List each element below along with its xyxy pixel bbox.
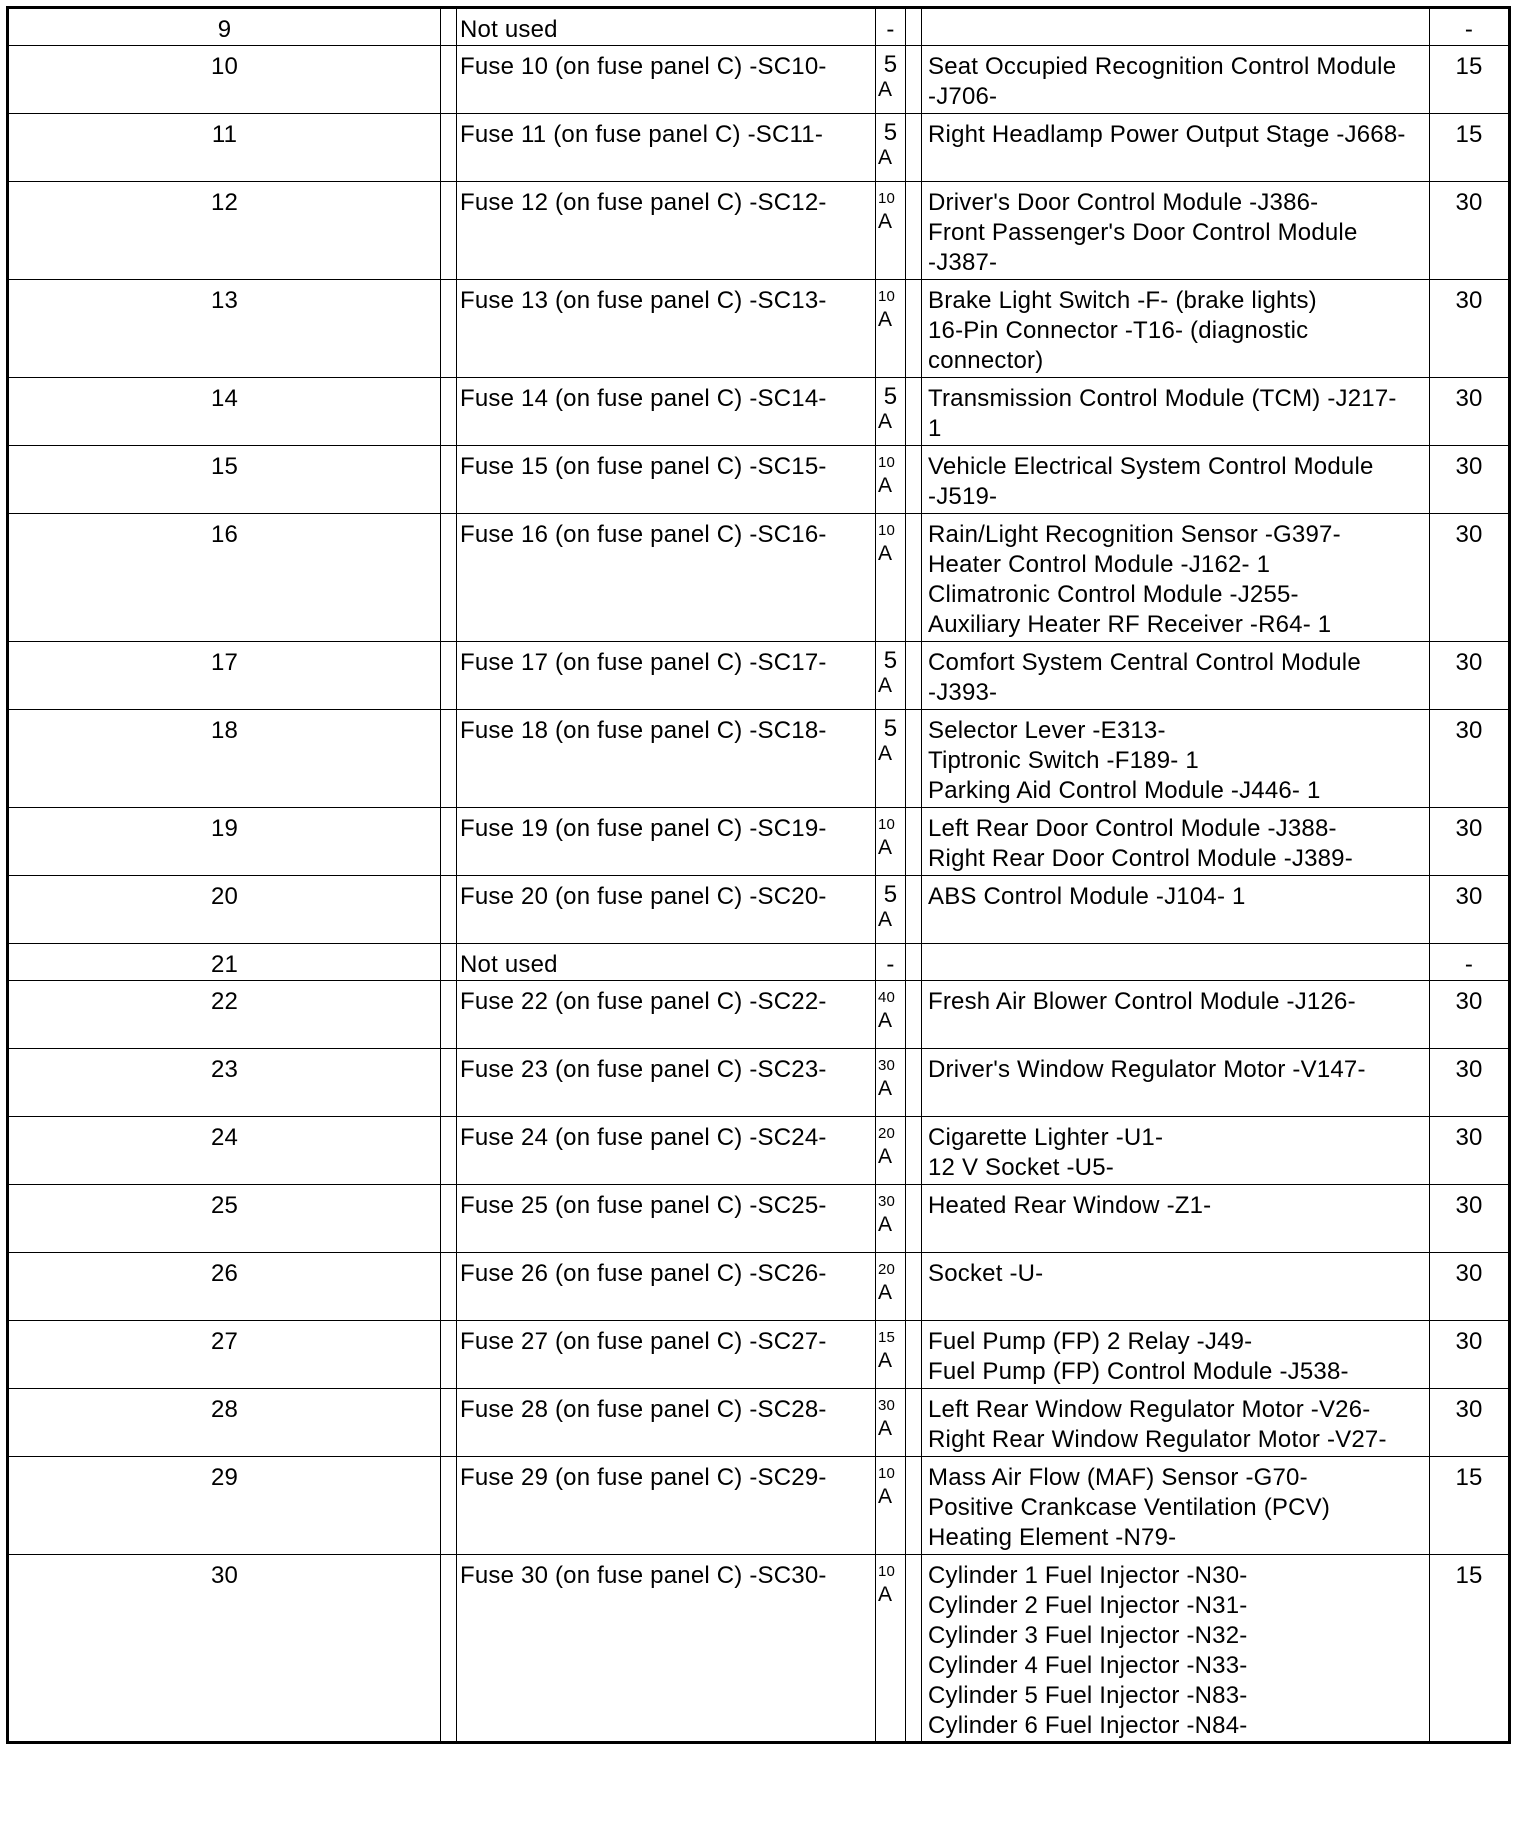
component-line: -J387-	[928, 249, 998, 276]
fuse-number: 12	[8, 182, 441, 280]
fuse-number: 18	[8, 710, 441, 808]
fuse-row	[8, 808, 1510, 876]
fuse-terminal: -	[1430, 8, 1510, 46]
fuse-rating-value: 5	[883, 119, 898, 146]
fuse-rating-value: 30	[878, 1057, 896, 1074]
fuse-rating-unit: A	[878, 742, 893, 765]
fuse-rating-unit: A	[878, 146, 893, 169]
fuse-rating-value: 10	[878, 522, 896, 539]
component-line: Seat Occupied Recognition Control Module	[928, 53, 1397, 80]
component-line: Heating Element -N79-	[928, 1524, 1177, 1551]
fuse-rating-value: 5	[883, 715, 898, 742]
fuse-components	[922, 378, 1430, 446]
component-line: Heater Control Module -J162- 1	[928, 551, 1271, 578]
fuse-row	[8, 280, 1510, 378]
fuse-rating-unit: A	[878, 308, 893, 331]
fuse-components	[922, 1117, 1430, 1185]
fuse-name: Not used	[457, 8, 876, 46]
fuse-components	[922, 1185, 1430, 1253]
fuse-rating-unit: A	[878, 674, 893, 697]
fuse-components	[922, 446, 1430, 514]
fuse-number: 14	[8, 378, 441, 446]
fuse-rating	[876, 114, 906, 182]
fuse-name: Fuse 19 (on fuse panel C) -SC19-	[457, 808, 876, 876]
fuse-row	[8, 378, 1510, 446]
fuse-row	[8, 8, 1510, 46]
fuse-row	[8, 710, 1510, 808]
fuse-rating	[876, 46, 906, 114]
fuse-components	[922, 981, 1430, 1049]
fuse-rating-value: 10	[878, 816, 896, 833]
fuse-rating-value: 20	[878, 1261, 896, 1278]
fuse-rating-unit: A	[878, 908, 893, 931]
spacer-cell	[441, 981, 457, 1049]
fuse-components	[922, 1253, 1430, 1321]
component-line: -J393-	[928, 679, 998, 706]
fuse-terminal: 30	[1430, 1321, 1510, 1389]
fuse-rating-value: 20	[878, 1125, 896, 1142]
component-line: Right Rear Window Regulator Motor -V27-	[928, 1426, 1387, 1453]
fuse-rating	[876, 1457, 906, 1555]
fuse-rating	[876, 1389, 906, 1457]
fuse-row	[8, 446, 1510, 514]
fuse-name: Fuse 12 (on fuse panel C) -SC12-	[457, 182, 876, 280]
spacer-cell	[441, 378, 457, 446]
component-line: Right Headlamp Power Output Stage -J668-	[928, 121, 1406, 148]
component-line: 1	[928, 415, 942, 442]
component-line: Vehicle Electrical System Control Module	[928, 453, 1374, 480]
fuse-rating	[876, 8, 906, 46]
fuse-terminal: 15	[1430, 46, 1510, 114]
fuse-row	[8, 1389, 1510, 1457]
spacer-cell	[441, 944, 457, 981]
component-line: Auxiliary Heater RF Receiver -R64- 1	[928, 611, 1332, 638]
fuse-rating	[876, 1321, 906, 1389]
fuse-rating	[876, 1253, 906, 1321]
fuse-number: 11	[8, 114, 441, 182]
component-line: 16-Pin Connector -T16- (diagnostic	[928, 317, 1309, 344]
fuse-components	[922, 114, 1430, 182]
fuse-rating	[876, 1117, 906, 1185]
fuse-name: Fuse 22 (on fuse panel C) -SC22-	[457, 981, 876, 1049]
fuse-number: 17	[8, 642, 441, 710]
fuse-components	[922, 1049, 1430, 1117]
fuse-number: 21	[8, 944, 441, 981]
fuse-number: 27	[8, 1321, 441, 1389]
spacer-cell	[906, 378, 922, 446]
component-line: Tiptronic Switch -F189- 1	[928, 747, 1199, 774]
fuse-name: Fuse 24 (on fuse panel C) -SC24-	[457, 1117, 876, 1185]
spacer-cell	[906, 46, 922, 114]
fuse-rating-value: -	[886, 951, 895, 978]
fuse-rating	[876, 182, 906, 280]
fuse-rating	[876, 378, 906, 446]
fuse-rating	[876, 944, 906, 981]
fuse-rating-unit: A	[878, 410, 893, 433]
fuse-row	[8, 514, 1510, 642]
fuse-name: Fuse 11 (on fuse panel C) -SC11-	[457, 114, 876, 182]
spacer-cell	[441, 182, 457, 280]
fuse-components	[922, 182, 1430, 280]
component-line: Mass Air Flow (MAF) Sensor -G70-	[928, 1464, 1308, 1491]
fuse-terminal: 30	[1430, 808, 1510, 876]
spacer-cell	[906, 642, 922, 710]
fuse-rating-unit: A	[878, 210, 893, 233]
fuse-row	[8, 46, 1510, 114]
fuse-number: 20	[8, 876, 441, 944]
spacer-cell	[906, 1457, 922, 1555]
fuse-rating	[876, 1049, 906, 1117]
fuse-terminal: 30	[1430, 378, 1510, 446]
component-line: Positive Crankcase Ventilation (PCV)	[928, 1494, 1331, 1521]
fuse-rating-unit: A	[878, 474, 893, 497]
component-line: Heated Rear Window -Z1-	[928, 1192, 1212, 1219]
spacer-cell	[906, 1253, 922, 1321]
fuse-table-body	[8, 8, 1510, 1743]
fuse-number: 26	[8, 1253, 441, 1321]
fuse-number: 13	[8, 280, 441, 378]
fuse-components	[922, 876, 1430, 944]
fuse-name: Fuse 17 (on fuse panel C) -SC17-	[457, 642, 876, 710]
fuse-rating-unit: A	[878, 1583, 893, 1606]
fuse-components	[922, 642, 1430, 710]
fuse-number: 28	[8, 1389, 441, 1457]
spacer-cell	[441, 1321, 457, 1389]
component-line: Cylinder 3 Fuel Injector -N32-	[928, 1622, 1248, 1649]
component-line: connector)	[928, 347, 1044, 374]
component-line: -J706-	[928, 83, 998, 110]
fuse-rating	[876, 876, 906, 944]
fuse-components	[922, 944, 1430, 981]
fuse-terminal: 30	[1430, 1389, 1510, 1457]
spacer-cell	[441, 1389, 457, 1457]
fuse-rating-value: 10	[878, 288, 896, 305]
fuse-row	[8, 1457, 1510, 1555]
fuse-row	[8, 1253, 1510, 1321]
fuse-rating	[876, 981, 906, 1049]
fuse-components	[922, 1321, 1430, 1389]
component-line: ABS Control Module -J104- 1	[928, 883, 1246, 910]
spacer-cell	[441, 1253, 457, 1321]
component-line: Climatronic Control Module -J255-	[928, 581, 1299, 608]
fuse-rating	[876, 710, 906, 808]
fuse-components	[922, 514, 1430, 642]
spacer-cell	[441, 1555, 457, 1743]
fuse-table	[6, 6, 1511, 1744]
fuse-rating-unit: A	[878, 1349, 893, 1372]
fuse-row	[8, 944, 1510, 981]
fuse-row	[8, 1049, 1510, 1117]
fuse-number: 10	[8, 46, 441, 114]
spacer-cell	[906, 1321, 922, 1389]
spacer-cell	[906, 981, 922, 1049]
fuse-rating	[876, 808, 906, 876]
component-line: Selector Lever -E313-	[928, 717, 1166, 744]
fuse-components	[922, 710, 1430, 808]
component-line: Driver's Window Regulator Motor -V147-	[928, 1056, 1366, 1083]
fuse-number: 19	[8, 808, 441, 876]
component-line: Driver's Door Control Module -J386-	[928, 189, 1319, 216]
fuse-name: Fuse 18 (on fuse panel C) -SC18-	[457, 710, 876, 808]
fuse-terminal: 30	[1430, 280, 1510, 378]
spacer-cell	[906, 280, 922, 378]
fuse-rating	[876, 1555, 906, 1743]
fuse-rating-unit: A	[878, 1213, 893, 1236]
component-line: Cylinder 1 Fuel Injector -N30-	[928, 1562, 1248, 1589]
fuse-terminal: 30	[1430, 182, 1510, 280]
component-line: Parking Aid Control Module -J446- 1	[928, 777, 1321, 804]
fuse-name: Fuse 10 (on fuse panel C) -SC10-	[457, 46, 876, 114]
fuse-name: Fuse 15 (on fuse panel C) -SC15-	[457, 446, 876, 514]
fuse-rating-value: 30	[878, 1193, 896, 1210]
fuse-number: 30	[8, 1555, 441, 1743]
spacer-cell	[906, 1185, 922, 1253]
fuse-rating-value: 40	[878, 989, 896, 1006]
fuse-rating-unit: A	[878, 1145, 893, 1168]
fuse-number: 29	[8, 1457, 441, 1555]
fuse-rating	[876, 1185, 906, 1253]
fuse-components	[922, 46, 1430, 114]
fuse-row	[8, 1555, 1510, 1743]
fuse-terminal: 30	[1430, 1185, 1510, 1253]
fuse-components	[922, 280, 1430, 378]
fuse-row	[8, 876, 1510, 944]
fuse-rating-value: 5	[883, 51, 898, 78]
spacer-cell	[441, 280, 457, 378]
fuse-rating	[876, 446, 906, 514]
fuse-terminal: 30	[1430, 1253, 1510, 1321]
fuse-rating-unit: A	[878, 1485, 893, 1508]
fuse-terminal: 30	[1430, 981, 1510, 1049]
fuse-row	[8, 1321, 1510, 1389]
fuse-number: 9	[8, 8, 441, 46]
fuse-rating-value: 10	[878, 454, 896, 471]
fuse-terminal: 30	[1430, 446, 1510, 514]
component-line: Cylinder 6 Fuel Injector -N84-	[928, 1712, 1248, 1739]
spacer-cell	[906, 1049, 922, 1117]
fuse-rating-value: 30	[878, 1397, 896, 1414]
fuse-rating-unit: A	[878, 1281, 893, 1304]
fuse-name: Fuse 29 (on fuse panel C) -SC29-	[457, 1457, 876, 1555]
fuse-terminal: 30	[1430, 1117, 1510, 1185]
component-line: Comfort System Central Control Module	[928, 649, 1361, 676]
spacer-cell	[441, 1457, 457, 1555]
fuse-components	[922, 1389, 1430, 1457]
fuse-name: Not used	[457, 944, 876, 981]
component-line: Left Rear Window Regulator Motor -V26-	[928, 1396, 1371, 1423]
fuse-terminal: 15	[1430, 114, 1510, 182]
spacer-cell	[906, 876, 922, 944]
spacer-cell	[906, 1555, 922, 1743]
spacer-cell	[906, 710, 922, 808]
fuse-row	[8, 114, 1510, 182]
fuse-row	[8, 981, 1510, 1049]
fuse-name: Fuse 25 (on fuse panel C) -SC25-	[457, 1185, 876, 1253]
fuse-rating-value: 10	[878, 1563, 896, 1580]
fuse-rating	[876, 642, 906, 710]
fuse-rating-unit: A	[878, 1417, 893, 1440]
component-line: Cigarette Lighter -U1-	[928, 1124, 1164, 1151]
component-line: Cylinder 5 Fuel Injector -N83-	[928, 1682, 1248, 1709]
fuse-number: 15	[8, 446, 441, 514]
fuse-number: 25	[8, 1185, 441, 1253]
fuse-name: Fuse 30 (on fuse panel C) -SC30-	[457, 1555, 876, 1743]
fuse-rating-value: 15	[878, 1329, 896, 1346]
fuse-terminal: 15	[1430, 1555, 1510, 1743]
spacer-cell	[441, 446, 457, 514]
fuse-name: Fuse 20 (on fuse panel C) -SC20-	[457, 876, 876, 944]
spacer-cell	[441, 1117, 457, 1185]
fuse-rating-unit: A	[878, 1009, 893, 1032]
fuse-row	[8, 182, 1510, 280]
spacer-cell	[441, 114, 457, 182]
spacer-cell	[441, 1049, 457, 1117]
fuse-components	[922, 1457, 1430, 1555]
component-line: Fuel Pump (FP) 2 Relay -J49-	[928, 1328, 1253, 1355]
fuse-rating-value: 5	[883, 383, 898, 410]
fuse-name: Fuse 26 (on fuse panel C) -SC26-	[457, 1253, 876, 1321]
component-line: Transmission Control Module (TCM) -J217-	[928, 385, 1397, 412]
fuse-rating	[876, 514, 906, 642]
component-line: Left Rear Door Control Module -J388-	[928, 815, 1337, 842]
spacer-cell	[441, 710, 457, 808]
component-line: Cylinder 4 Fuel Injector -N33-	[928, 1652, 1248, 1679]
component-line: Fuel Pump (FP) Control Module -J538-	[928, 1358, 1349, 1385]
fuse-row	[8, 1117, 1510, 1185]
spacer-cell	[441, 808, 457, 876]
spacer-cell	[441, 514, 457, 642]
spacer-cell	[441, 876, 457, 944]
spacer-cell	[906, 446, 922, 514]
fuse-terminal: 30	[1430, 710, 1510, 808]
spacer-cell	[441, 8, 457, 46]
fuse-terminal: 30	[1430, 514, 1510, 642]
fuse-rating-value: 5	[883, 881, 898, 908]
fuse-components	[922, 1555, 1430, 1743]
component-line: Right Rear Door Control Module -J389-	[928, 845, 1353, 872]
fuse-terminal: 30	[1430, 642, 1510, 710]
component-line: Brake Light Switch -F- (brake lights)	[928, 287, 1317, 314]
fuse-rating-unit: A	[878, 78, 893, 101]
fuse-components	[922, 808, 1430, 876]
component-line: -J519-	[928, 483, 998, 510]
fuse-name: Fuse 27 (on fuse panel C) -SC27-	[457, 1321, 876, 1389]
fuse-rating-value: 5	[883, 647, 898, 674]
fuse-rating-unit: A	[878, 542, 893, 565]
fuse-row	[8, 1185, 1510, 1253]
spacer-cell	[906, 1117, 922, 1185]
fuse-terminal: 30	[1430, 876, 1510, 944]
fuse-number: 16	[8, 514, 441, 642]
fuse-terminal: -	[1430, 944, 1510, 981]
spacer-cell	[906, 944, 922, 981]
fuse-name: Fuse 13 (on fuse panel C) -SC13-	[457, 280, 876, 378]
fuse-terminal: 15	[1430, 1457, 1510, 1555]
component-line: Fresh Air Blower Control Module -J126-	[928, 988, 1356, 1015]
fuse-name: Fuse 16 (on fuse panel C) -SC16-	[457, 514, 876, 642]
spacer-cell	[906, 1389, 922, 1457]
fuse-rating-unit: A	[878, 1077, 893, 1100]
fuse-terminal: 30	[1430, 1049, 1510, 1117]
component-line: Socket -U-	[928, 1260, 1044, 1287]
spacer-cell	[441, 46, 457, 114]
spacer-cell	[906, 114, 922, 182]
component-line: Front Passenger's Door Control Module	[928, 219, 1358, 246]
fuse-name: Fuse 14 (on fuse panel C) -SC14-	[457, 378, 876, 446]
fuse-rating-unit: A	[878, 836, 893, 859]
fuse-rating-value: -	[886, 16, 895, 43]
fuse-rating-value: 10	[878, 190, 896, 207]
fuse-number: 24	[8, 1117, 441, 1185]
spacer-cell	[906, 182, 922, 280]
fuse-rating	[876, 280, 906, 378]
spacer-cell	[441, 1185, 457, 1253]
fuse-name: Fuse 28 (on fuse panel C) -SC28-	[457, 1389, 876, 1457]
component-line: Cylinder 2 Fuel Injector -N31-	[928, 1592, 1248, 1619]
spacer-cell	[906, 514, 922, 642]
spacer-cell	[441, 642, 457, 710]
fuse-row	[8, 642, 1510, 710]
fuse-rating-value: 10	[878, 1465, 896, 1482]
fuse-number: 23	[8, 1049, 441, 1117]
fuse-name: Fuse 23 (on fuse panel C) -SC23-	[457, 1049, 876, 1117]
component-line: 12 V Socket -U5-	[928, 1154, 1114, 1181]
spacer-cell	[906, 808, 922, 876]
fuse-number: 22	[8, 981, 441, 1049]
fuse-components	[922, 8, 1430, 46]
component-line: Rain/Light Recognition Sensor -G397-	[928, 521, 1341, 548]
spacer-cell	[906, 8, 922, 46]
